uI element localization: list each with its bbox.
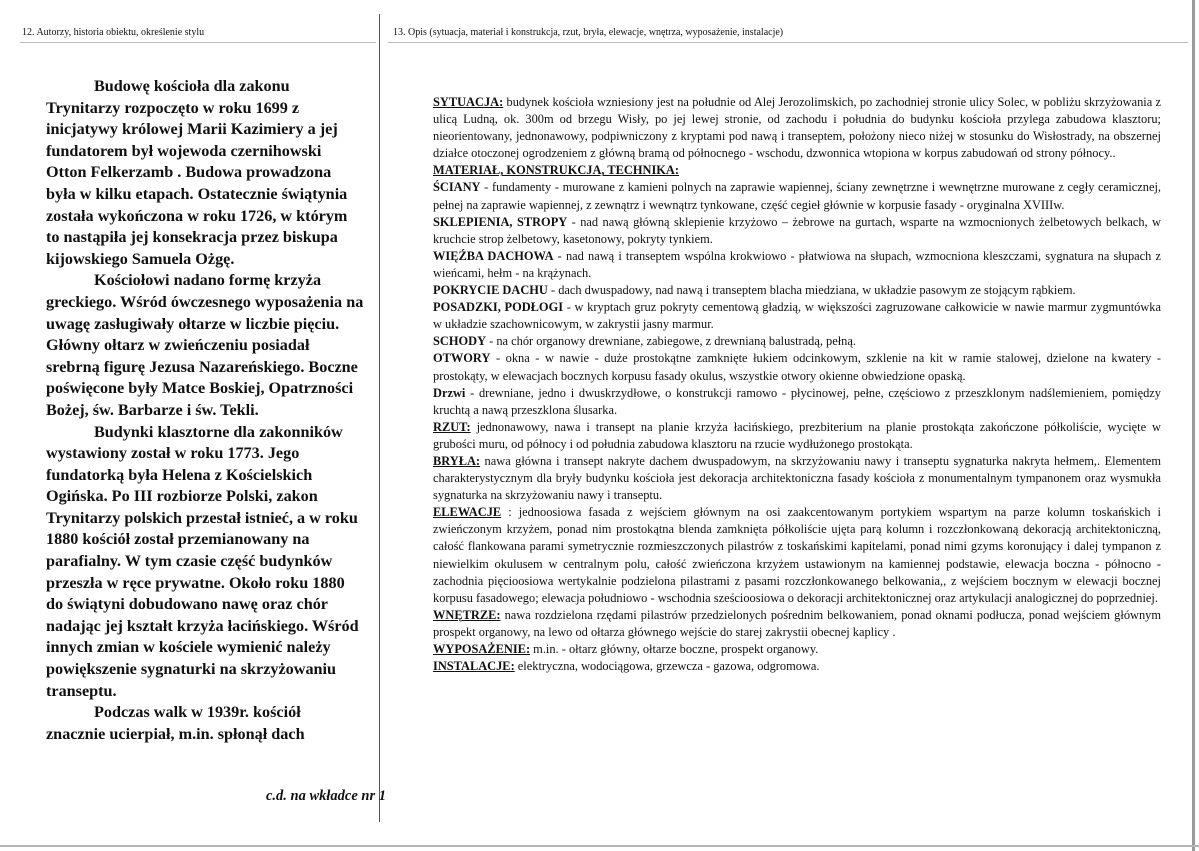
section-text: nawa rozdzielona rzędami pilastrów przedzielonych pośrednim belkowaniem, ponad oknami podłucza, ponad wejściem głównym prospekt organowy, na lewo od ołtarza głównego wejście do starej zakrystii obecnej kaplicy . <box>433 607 1161 639</box>
section-label: INSTALACJE: <box>433 659 515 674</box>
section-text: - okna - w nawie - duże prostokątne zamknięte łukiem odcinkowym, szklenie na kit w ramie stalowej, dzielone na kwatery - prostokąty, w elewacjach bocznych korpusu fasady okulus, wszystkie otwory okienne obwiedzione opaską. <box>433 351 1161 383</box>
description-section <box>433 333 1161 350</box>
scan-edge-bottom <box>0 845 1199 847</box>
description-section <box>433 658 1161 675</box>
section-text: - nad nawą główną sklepienie krzyżowo – żebrowe na gurtach, wsparte na wzmocnionych żelbetowych belkach, w kruchcie strop żelbetowy, kasetonowy, pokryty tynkiem. <box>433 214 1161 246</box>
description-section <box>433 350 1161 384</box>
section-label: POKRYCIE DACHU <box>433 283 548 298</box>
section-text: : jednoosiowa fasada z wejściem głównym na osi zaakcentowanym portykiem wspartym na parze kolumn toskańskich i zwieńczonym krzyżem, ponad nim prostokątna blenda zamknięta półkoliście ujęta parą kolumn i rozczłonkowaną dekoracją architektoniczną, całość flankowana parami symetrycznie rozmieszczonych pilastrów z toskańskimi kapitelami, ponad nimi gzyms koronujący i dalej tympanon z niewielkim okulusem w centralnym polu, całość zwieńczona krzyżem ustawionym na kamiennej podstawie, elewacja boczna - północno - zachodnia pięcioosiowa wertykalnie podzielona pilastrami z pasami rozczłonkowanego belkowania,, z wejściem bocznym w elewacji bocznej korpusu fasadowego; elewacja południowo - wschodnia sześcioosiowa o dekoracji architektonicznej oraz artykulacji analogicznej do poprzedniej. <box>433 505 1161 605</box>
continuation-note: c.d. na wkładce nr 1 <box>265 788 386 804</box>
history-paragraph: Budynki klasztorne dla zakonników wystawiony został w roku 1773. Jego fundatorką była Helena z Kościelskich Ogińska. Po III rozbiorze Polski, zakon Trynitarzy polskich przestał istnieć, a w roku 1880 kościół został przemianowany na parafialny. W tym czasie część budynków przeszła w ręce prywatne. Około roku 1880 do świątyni dobudowano nawę oraz chór nadając jej kształt krzyża łacińskiego. Wśród innych zmian w kościele wymienić należy powiększenie sygnaturki na skrzyżowaniu transeptu. <box>46 422 359 700</box>
section-label: ELEWACJE <box>433 505 502 520</box>
description-section <box>433 162 1161 179</box>
section-text: - w kryptach gruz pokryty cementową gładzią, w większości zagruzowane całkowicie w nawie marmur zygmuntówka w układzie szachownicowym, w zakrystii jasny marmur. <box>433 300 1161 332</box>
section-13-title: 13. Opis (sytuacja, materiał i konstrukcja, rzut, bryła, elewacje, wnętrza, wyposażenie, instalacje) <box>393 27 784 38</box>
section-label: SKLEPIENIA, STROPY <box>433 214 568 229</box>
section-text: - fundamenty - murowane z kamieni polnych na zaprawie wapiennej, ściany zewnętrzne i wewnętrzne murowane z cegły ceramicznej, pełnej na zaprawie wapiennej, z zewnątrz i wewnątrz tynkowane, część cegieł głównie w korpusie fasady - oryginalna XVIIIw. <box>433 180 1161 212</box>
description-section <box>433 179 1161 213</box>
section-label: WIĘŹBA DACHOWA <box>433 248 554 263</box>
section-label: WYPOSAŻENIE: <box>433 642 531 656</box>
section-text: elektryczna, wodociągowa, grzewcza - gazowa, odgromowa. <box>514 659 820 674</box>
history-text-column <box>46 76 386 804</box>
history-paragraph: Podczas walk w 1939r. kościół znacznie ucierpiał, m.in. spłonął dach <box>46 703 305 743</box>
section-12-title: 12. Autorzy, historia obiektu, określenie stylu <box>22 27 205 38</box>
section-text: nawa główna i transept nakryte dachem dwuspadowym, na skrzyżowaniu nawy i transeptu sygnaturka nakryta hełmem,. Elementem charakterystycznym dla bryły budynku kościoła jest dekoracja architektoniczna fasady kościoła z monumentalnym tympanonem oraz wysmukła sygnaturka na skrzyżowaniu nawy i transeptu. <box>433 453 1161 503</box>
history-paragraph: Kościołowi nadano formę krzyża greckiego. Wśród ówczesnego wyposażenia na uwagę zasługiwały ołtarze w liczbie pięciu. Główny ołtarz w zwieńczeniu posiadał srebrną figurę Jezusa Nazareńskiego. Boczne poświęcone były Matce Boskiej, Opatrzności Bożej, św. Barbarze i św. Tekli. <box>46 271 364 419</box>
section-text: - drewniane, jedno i dwuskrzydłowe, o konstrukcji ramowo - płycinowej, pełne, częściowo z przeszklonym nadślemieniem, pomiędzy kruchtą a nawą przeszklona ślusarka. <box>433 385 1161 417</box>
description-section <box>433 453 1161 504</box>
description-text-column <box>433 94 1161 675</box>
section-text: - dach dwuspadowy, nad nawą i transeptem blacha miedziana, w układzie pasowym ze stojącym rąbkiem. <box>547 283 1076 298</box>
section-text: - na chór organowy drewniane, zabiegowe, z drewnianą balustradą, pełną. <box>486 334 856 349</box>
section-label: Drzwi <box>433 385 466 400</box>
section-text: m.in. - ołtarz główny, ołtarze boczne, prospekt organowy. <box>530 642 819 656</box>
description-section <box>433 607 1161 641</box>
section-label: ŚCIANY <box>433 180 481 195</box>
section-label: MATERIAŁ, KONSTRUKCJA, TECHNIKA: <box>433 163 680 178</box>
description-section <box>433 214 1161 248</box>
column-divider <box>379 14 380 822</box>
section-label: SCHODY <box>433 334 487 349</box>
section-label: RZUT: <box>433 419 471 434</box>
description-section <box>433 641 1161 658</box>
section-label: SYTUACJA: <box>433 95 504 109</box>
scan-edge-right <box>1192 0 1195 851</box>
history-paragraph: Budowę kościoła dla zakonu Trynitarzy rozpoczęto w roku 1699 z inicjatywy królowej Marii Kazimiery a jej fundatorem był wojewoda czernihowski Otton Felkerzamb . Budowa prowadzona była w kilku etapach. Ostatecznie świątynia została wykończona w roku 1726, w którym to nastąpiła jej konsekracja przez biskupa kijowskiego Samuela Ożgę. <box>46 77 348 268</box>
section-text: budynek kościoła wzniesiony jest na południe od Alej Jerozolimskich, po zachodniej stronie ulicy Solec, w pobliżu skrzyżowania z ulicą Ludną, ok. 300m od brzegu Wisły, po jej lewej stronie, od zachodu i południa do budynku kościoła przylega zabudowa klasztoru; nieorientowany, jednonawowy, podpiwniczony z kryptami pod nawą i transeptem, położony nieco niżej w stosunku do Wisłostrady, na obszernej działce otoczonej ogrodzeniem z główną bramą od północnego - wschodu, dzwonnica wtopiona w korpus zabudowań od strony północy.. <box>433 95 1161 161</box>
description-section <box>433 248 1161 282</box>
section-label: BRYŁA: <box>433 453 481 468</box>
section-label: WNĘTRZE: <box>433 607 501 622</box>
description-section <box>433 282 1161 299</box>
description-section <box>433 299 1161 333</box>
header-rule-left <box>20 42 376 43</box>
header-rule-right <box>388 42 1188 43</box>
section-label: POSADZKI, PODŁOGI <box>433 300 564 315</box>
section-text: jednonawowy, nawa i transept na planie krzyża łacińskiego, prezbiterium na planie prostokąta zakończone półkoliście, wycięte w grubości muru, od północy i od południa zabudowa klasztoru na rzucie wydłużonego prostokąta. <box>433 419 1161 451</box>
description-section <box>433 385 1161 419</box>
description-section <box>433 504 1161 607</box>
description-section <box>433 419 1161 453</box>
section-label: OTWORY <box>433 351 491 366</box>
section-text: - nad nawą i transeptem wspólna krokwiowo - płatwiowa na słupach, wzmocniona kleszczami, sygnatura na słupach z wieńcami, hełm - na krążynach. <box>433 248 1161 280</box>
description-section <box>433 94 1161 162</box>
